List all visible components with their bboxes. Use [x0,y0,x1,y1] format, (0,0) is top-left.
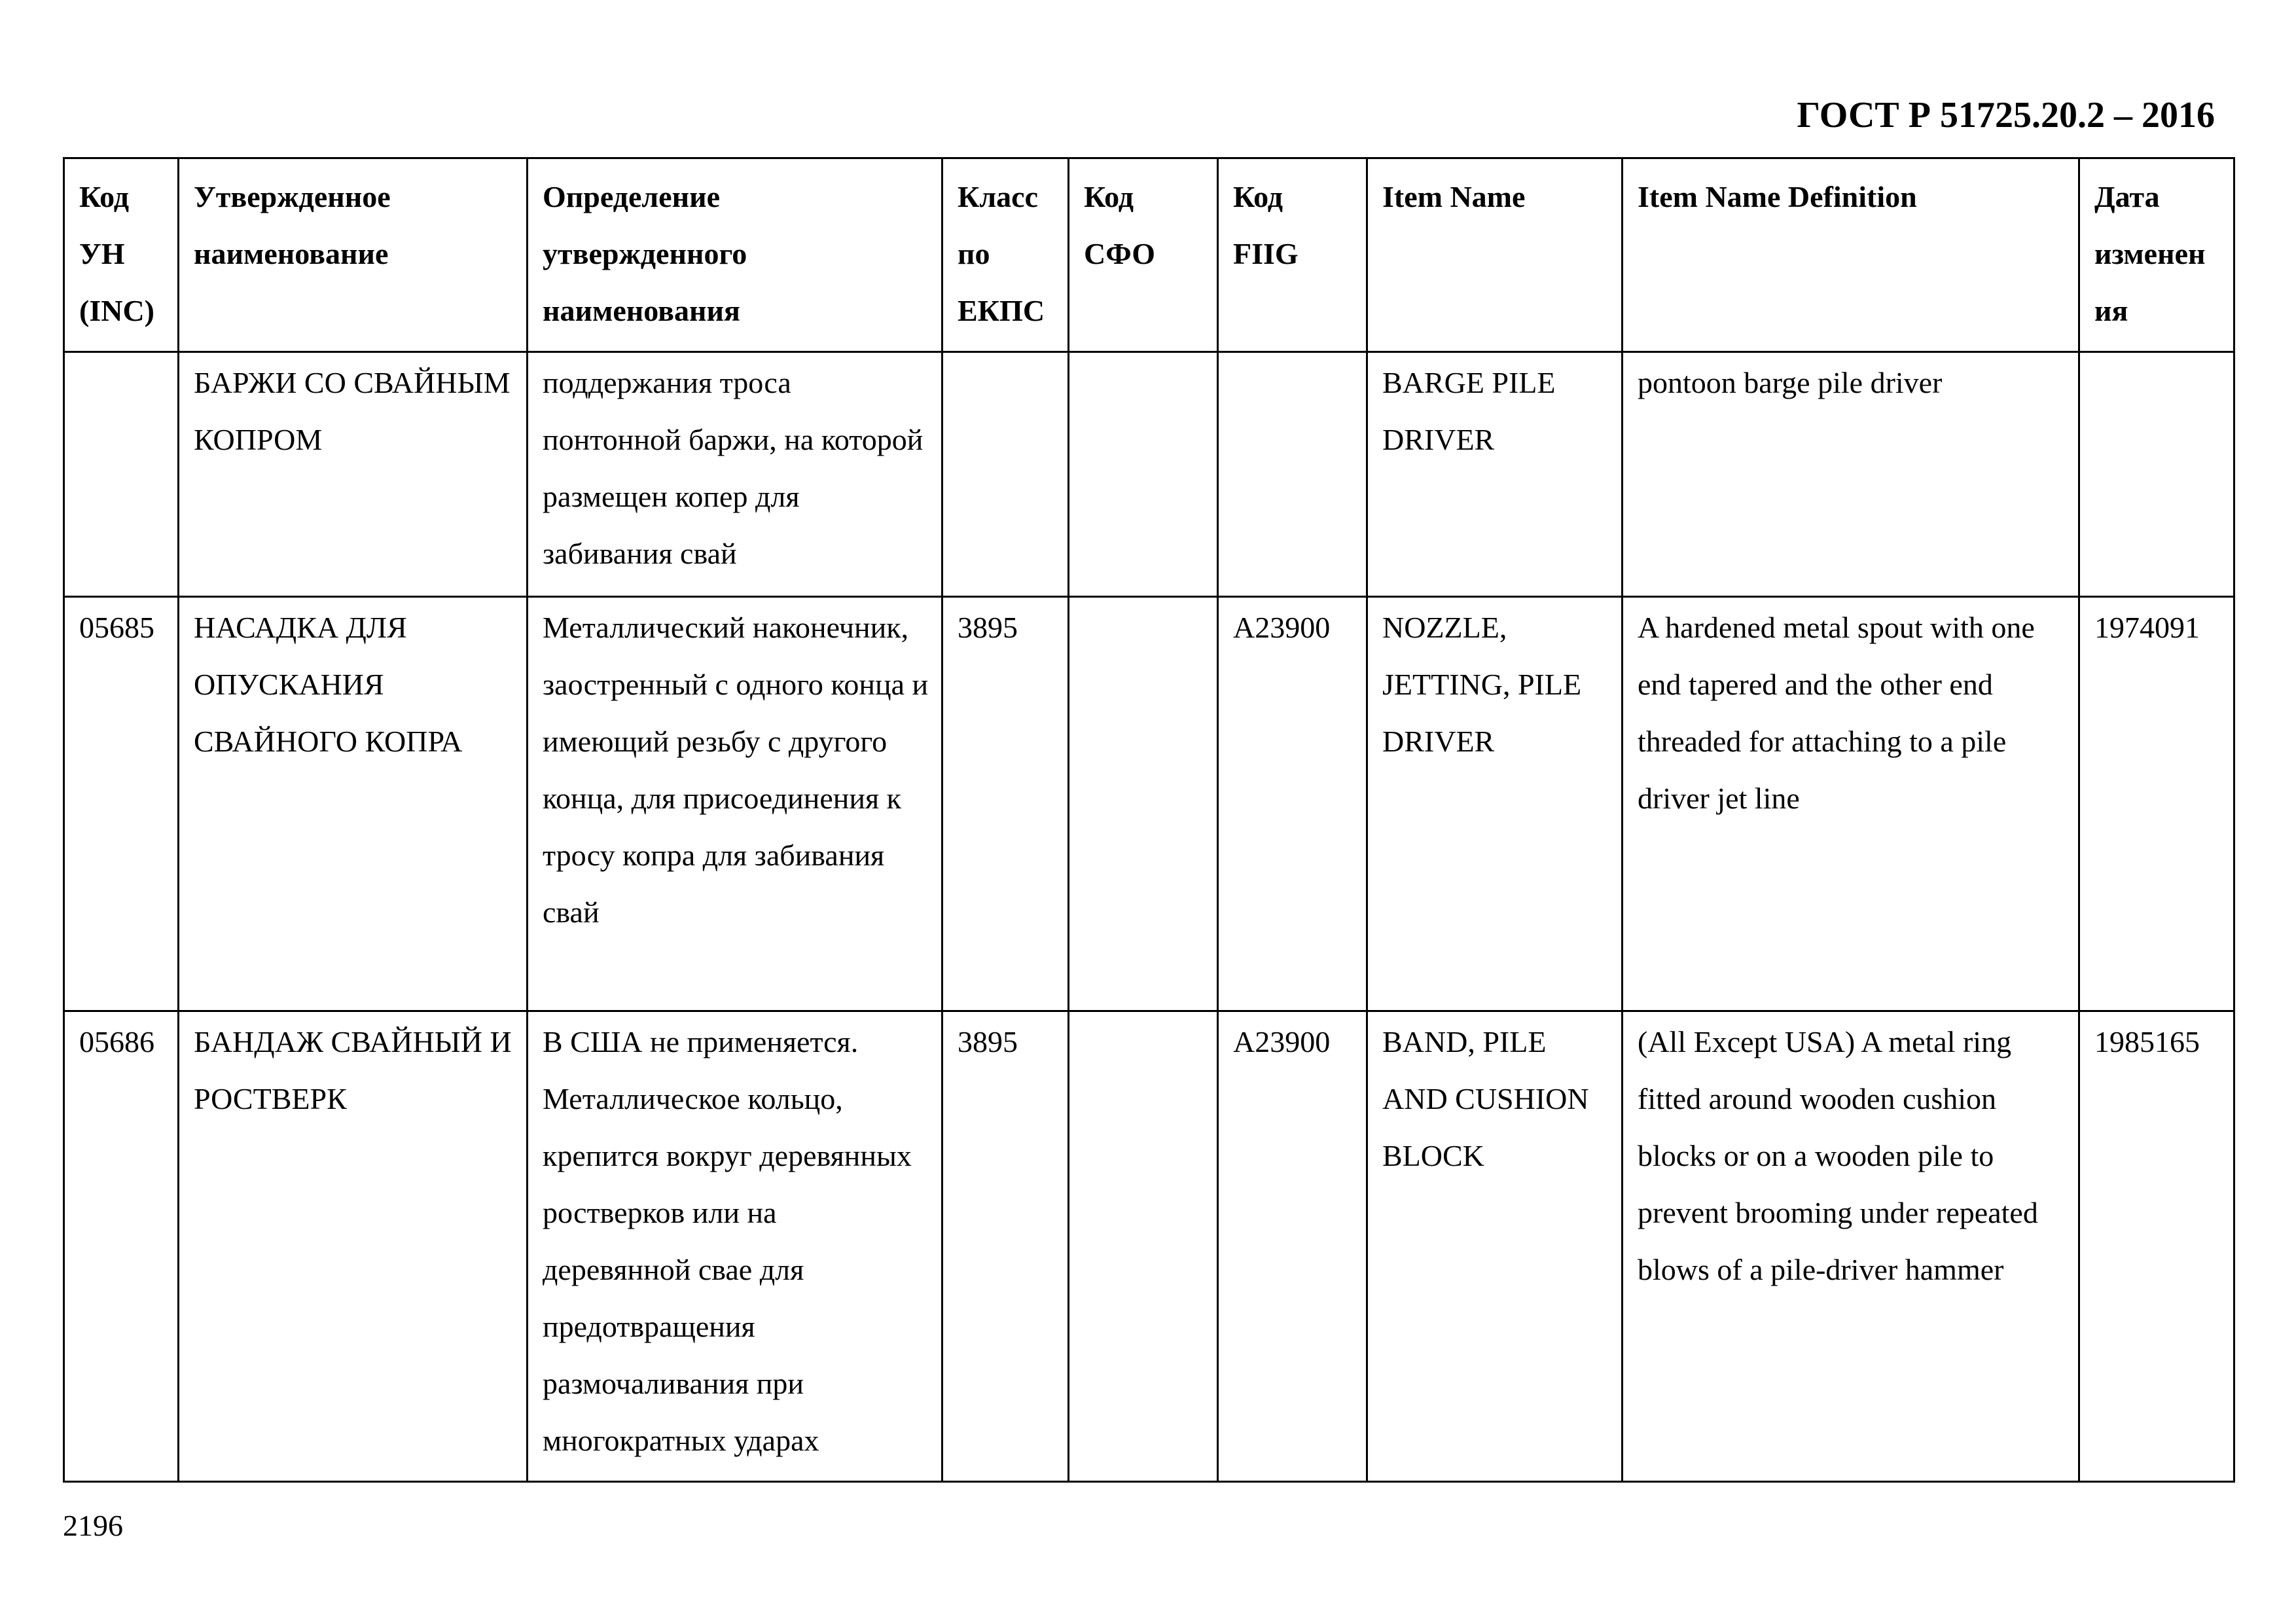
cell-class [942,352,1069,597]
cell-fiig: A23900 [1218,1011,1367,1482]
column-header-sfo: Код СФО [1069,158,1218,352]
cell-sfo [1069,1011,1218,1482]
column-header-fiig: Код FIIG [1218,158,1367,352]
column-header-item-definition: Item Name Definition [1623,158,2079,352]
table-row [64,597,2234,1011]
table-header-row [64,158,2234,352]
cell-item-name: NOZZLE, JETTING, PILE DRIVER [1367,597,1623,1011]
cell-approved-name: БАРЖИ СО СВАЙНЫМ КОПРОМ [179,352,528,597]
item-names-table [63,157,2235,1483]
document-standard-number: ГОСТ Р 51725.20.2 – 2016 [1797,95,2215,135]
cell-inc [64,352,179,597]
cell-item-definition: A hardened metal spout with one end tapered and the other end threaded for attaching to a pile driver jet line [1623,597,2079,1011]
cell-date [2079,352,2234,597]
item-names-table-container [63,157,2233,1483]
cell-approved-name: НАСАДКА ДЛЯ ОПУСКАНИЯ СВАЙНОГО КОПРА [179,597,528,1011]
cell-fiig: A23900 [1218,597,1367,1011]
cell-definition: В США не применяется. Металлическое кольцо, крепится вокруг деревянных ростверков или на деревянной свае для предотвращения размочаливания при многократных ударах [528,1011,942,1482]
cell-definition: Металлический наконечник, заостренный с одного конца и имеющий резьбу с другого конца, для присоединения к тросу копра для забивания свай [528,597,942,1011]
column-header-definition: Определение утвержденного наименования [528,158,942,352]
cell-sfo [1069,352,1218,597]
column-header-class: Класс по ЕКПС [942,158,1069,352]
column-header-item-name: Item Name [1367,158,1623,352]
column-header-approved-name: Утвержденное наименование [179,158,528,352]
page-number: 2196 [63,1509,123,1542]
cell-item-name: BARGE PILE DRIVER [1367,352,1623,597]
cell-fiig [1218,352,1367,597]
column-header-inc: Код УН (INC) [64,158,179,352]
cell-item-name: BAND, PILE AND CUSHION BLOCK [1367,1011,1623,1482]
cell-definition: поддержания троса понтонной баржи, на которой размещен копер для забивания свай [528,352,942,597]
column-header-date: Дата изменения [2079,158,2234,352]
cell-class: 3895 [942,1011,1069,1482]
cell-date: 1974091 [2079,597,2234,1011]
cell-approved-name: БАНДАЖ СВАЙНЫЙ И РОСТВЕРК [179,1011,528,1482]
cell-date: 1985165 [2079,1011,2234,1482]
cell-class: 3895 [942,597,1069,1011]
cell-item-definition: pontoon barge pile driver [1623,352,2079,597]
cell-inc: 05685 [64,597,179,1011]
cell-inc: 05686 [64,1011,179,1482]
table-row [64,1011,2234,1482]
cell-item-definition: (All Except USA) A metal ring fitted around wooden cushion blocks or on a wooden pile to prevent brooming under repeated blows of a pile-driver hammer [1623,1011,2079,1482]
cell-sfo [1069,597,1218,1011]
table-row [64,352,2234,597]
